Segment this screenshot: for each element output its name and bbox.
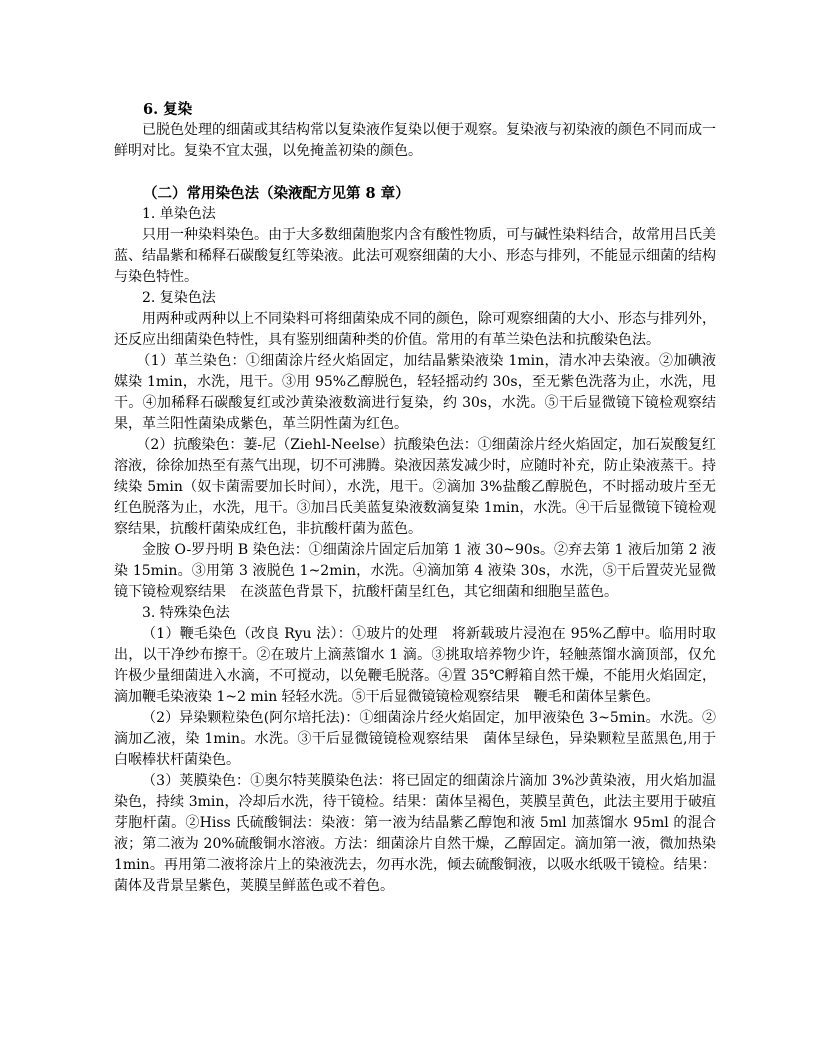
paragraph-metachromatic-stain: （2）异染颗粒染色(阿尔培托法)：①细菌涂片经火焰固定，加甲液染色 3~5min。水洗。②滴加乙液，染 1min。水洗。③干后显微镜镜检观察结果 菌体呈绿色，异染颗粒呈蓝黑色,用于白喉棒状杆菌染色。 — [114, 710, 716, 768]
paragraph-counterstain: 已脱色处理的细菌或其结构常以复染液作复染以便于观察。复染液与初染液的颜色不同而成一鲜明对比。复染不宜太强，以免掩盖初染的颜色。 — [114, 122, 716, 159]
document-page — [114, 99, 716, 897]
subheading-simple-stain: 1. 单染色法 — [142, 206, 216, 222]
paragraph-acid-fast-stain: （2）抗酸染色：萋-尼（Ziehl-Neelse）抗酸染色法：①细菌涂片经火焰固定，加石炭酸复红溶液，徐徐加热至有蒸气出现，切不可沸腾。染液因蒸发减少时，应随时补充，防止染液蒸干。持续染 5min（奴卡菌需要加长时间），水洗，甩干。②滴加 3%盐酸乙醇脱色，不时摇动玻片至无红色脱落为止，水洗，甩干。③加吕氏美蓝复染液数滴复染 1min，水洗。④干后显微镜下镜检观察结果，抗酸杆菌染成红色，非抗酸杆菌为蓝色。 — [114, 437, 716, 537]
paragraph-simple-stain: 只用一种染料染色。由于大多数细菌胞浆内含有酸性物质，可与碱性染料结合，故常用吕氏美蓝、结晶紫和稀释石碳酸复红等染液。此法可观察细菌的大小、形态与排列，不能显示细菌的结构与染色特性。 — [114, 227, 716, 285]
paragraph-compound-stain: 用两种或两种以上不同染料可将细菌染成不同的颜色，除可观察细菌的大小、形态与排列外，还反应出细菌染色特性，具有鉴别细菌种类的价值。常用的有革兰染色法和抗酸染色法。 — [114, 311, 716, 348]
section-common-staining: （二）常用染色法（染液配方见第 8 章） — [143, 185, 410, 202]
subheading-special-stain: 3. 特殊染色法 — [142, 605, 230, 621]
paragraph-auramine-stain: 金胺 O-罗丹明 B 染色法：①细菌涂片固定后加第 1 液 30~90s。②弃去第 1 液后加第 2 液染 15min。③用第 3 液脱色 1~2min，水洗。④滴加第 4 液染 30s，水洗，⑤干后置荧光显微镜下镜检观察结果 在淡蓝色背景下，抗酸杆菌呈红色，其它细菌和细胞呈蓝色。 — [114, 542, 716, 600]
paragraph-gram-stain: （1）革兰染色：①细菌涂片经火焰固定，加结晶紫染液染 1min，清水冲去染液。②加碘液媒染 1min，水洗，甩干。③用 95%乙醇脱色，轻轻摇动约 30s，至无紫色洗落为止，水洗，甩干。④加稀释石碳酸复红或沙黄染液数滴进行复染，约 30s，水洗。⑤干后显微镜下镜检观察结果，革兰阳性菌染成紫色，革兰阴性菌为红色。 — [114, 353, 716, 432]
paragraph-capsule-stain: （3）荚膜染色：①奥尔特荚膜染色法：将已固定的细菌涂片滴加 3%沙黄染液，用火焰加温染色，持续 3min，冷却后水洗，待干镜检。结果：菌体呈褐色，荚膜呈黄色，此法主要用于破疽芽胞杆菌。②Hiss 氏硫酸铜法：染液：第一液为结晶紫乙醇饱和液 5ml 加蒸馏水 95ml 的混合液；第二液为 20%硫酸铜水溶液。方法：细菌涂片自然干燥，乙醇固定。滴加第一液，微加热染 1min。再用第二液将涂片上的染液洗去，勿再水洗，倾去硫酸铜液，以吸水纸吸干镜检。结果：菌体及背景呈紫色，荚膜呈鲜蓝色或不着色。 — [114, 773, 716, 894]
heading-counterstain: 6. 复染 — [143, 101, 193, 118]
subheading-compound-stain: 2. 复染色法 — [142, 290, 216, 306]
paragraph-flagella-stain: （1）鞭毛染色（改良 Ryu 法）：①玻片的处理 将新载玻片浸泡在 95%乙醇中。临用时取出，以干净纱布擦干。②在玻片上滴蒸馏水 1 滴。③挑取培养物少许，轻触蒸馏水滴顶部，仅允许极少量细菌进入水滴，不可搅动，以免鞭毛脱落。④置 35℃孵箱自然干燥，不能用火焰固定，滴加鞭毛染液染 1~2 min 轻轻水洗。⑤干后显微镜镜检观察结果 鞭毛和菌体呈紫色。 — [114, 626, 716, 705]
